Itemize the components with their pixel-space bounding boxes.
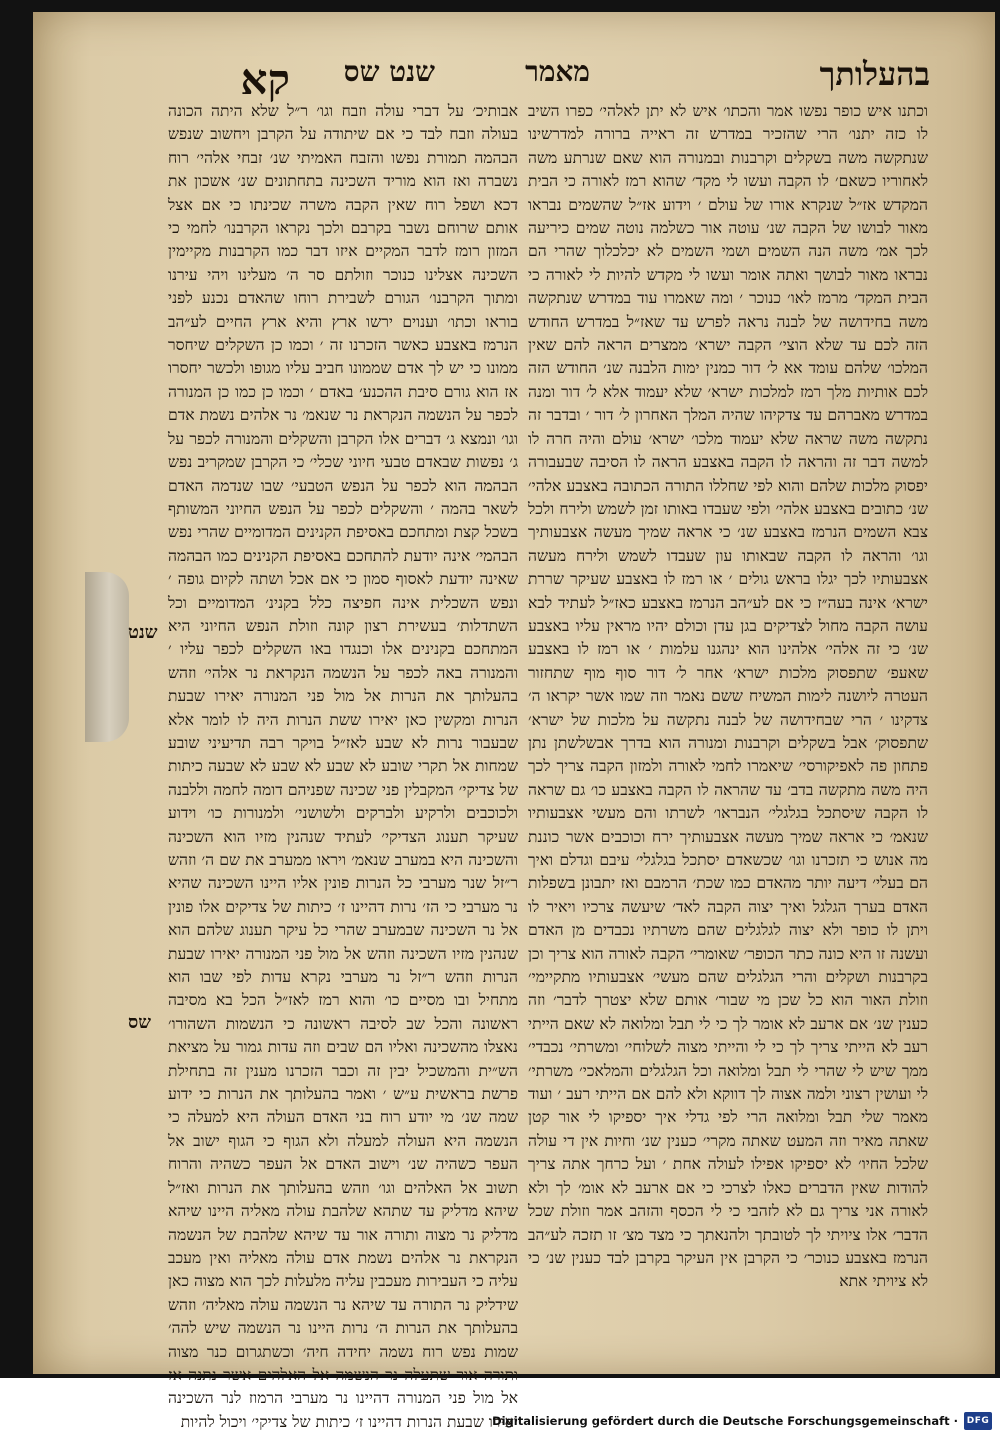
footer-bar	[0, 1410, 1000, 1434]
funding-note: Digitalisierung gefördert durch die Deutsche Forschungsgemeinschaft ·	[492, 1414, 958, 1428]
text-column-right	[528, 100, 928, 1310]
dfg-logo: DFG	[964, 1412, 992, 1430]
margin-note-1: שנט	[128, 622, 158, 643]
binding-strap	[85, 572, 129, 742]
column-left-text: אבותיכ׳ על דברי עולה וזבח וגו׳ ר״ל שלא היתה הכונה בעולה וזבח לבד כי אם שיתודה על הקרבן ויחשוב שנפש הבהמה תמורת נפשו והזבח האמיתי שנ׳ זבחי אלהי׳ רוח נשברה ואז הוא מוריד השכינה בתחתונים שנ׳ אשכון את דכא ושפל רוח שאין הקבה משרה שכינתו כי אם אצל אותם שרוחם נשבר בקרבם ולכך נקראו הקרבנו׳ לחמי כי המזון רומז לדבר המקיים איזו דבר כמו הקרבנות מקיימין השכינה אצלינו כנוכר וזולתם סר ה׳ מעלינו ויהי עירנו ומתוך הקרבנו׳ הגורם לשבירת רוחו שהאדם נכנע לפני בוראו וכתו׳ וענוים ירשו ארץ והיא ארץ החיים לע״הב הנרמז באצבע כאשר הזכרנו זה ׳ וכמו כן השקלים שיחסר ממונו כי יש לך אדם שממונו חביב עליו מגופו ולכשר יחסרו אז הוא גורם סיבת ההכנע׳ באדם ׳ וכמו כן כמו כן המנורה לכפר על הנשמה הנקראת נר שנאמ׳ נר אלהים נשמת אדם וגו׳ ונמצא ג׳ דברים אלו הקרבן והשקלים והמנורה לכפר על ג׳ נפשות שבאדם טבעי חיוני שכלי׳ כי הקרבן שמקריב נפש הבהמה הוא לכפר על הנפש הטבעי׳ שבו שנדמה האדם לשאר בהמה ׳ והשקלים לכפר על הנפש החיוני המשותף בשכל קצת ומתחכם באסיפת הקנינים המדומיים שהרי נפש הבהמי׳ אינה יודעת להתחכם באסיפת הקנינים כמו הבהמה שאינה יודעת לאסוף סמון כי אם אכל ושתה לקיום גופה ׳ ונפש השכלית אינה חפיצה כלל בקנינ׳ המדומיים וכל השתדלות׳ בעשירת רצון קונה וזולת הנפש החיוני היא המתחכם בקנינים אלו וכנגדו באו השקלים לכפר עליו ׳ והמנורה באה לכפר על הנשמה הנקראת נר אלהי׳ וזהש בהעלותך את הנרות אל מול פני המנורה יאירו שבעת הנרות ומקשין כאן יאירו ששת הנרות היה לו לומר אלא שבעבור נרות לא שבע לאז״ל בויקר רבה תדיעיני שובע שמחות אל תקרי שובע לא שבע לא שבע לא שבעה כיתות של צדיקי׳ המקבלין פני שכינה שפניהם דומה לחמה וללבנה ולכוכבים ולרקיע ולברקים ולשושני׳ ולמנורות כו׳ וידוע שעיקר תענוג הצדיקי׳ לעתיד שנהנין מזיו הוא השכינה והשכינה היא במערב שנאמ׳ ויראו ממערב את שם ה׳ וזהש ר״זל שנר מערבי כל הנרות פונין אליו היינו השכינה שהיא נר מערבי כי הז׳ נרות דהיינו ז׳ כיתות של צדיקים אלו פונין אל נר השכינה שבמערב שהרי כל עיקר תענוג שלהם הוא שנהנין מזיו השכינה וזהש אל מול פני המנורה יאירו שבעת הנרות וזהש ר״זל נר מערבי נקרא עדות לפי שבו הוא מתחיל ובו מסיים כו׳ והוא רמז לאז״ל הכל בא מסיבה ראשונה והכל שב לסיבה ראשונה כי הנשמות השהורו׳ נאצלו מהשכינה ואליו הם שבים וזה עדות גמור על מציאת הש״ית והמשכיל יבין זה וכבר הזכרנו מענין זה בתחילת פרשת בראשית ע״ש ׳ ואמר בהעלותך את הנרות כי ידוע שמה שנ׳ מי יודע רוח בני האדם העולה היא למעלה כי הנשמה היא העולה למעלה ולא הגוף כי הגוף ישוב אל העפר כשהיה שנ׳ וישוב האדם אל העפר כשהיה והרוח תשוב אל האלהים וגו׳ וזהש בהעלותך את הנרות ואז״ל שיהא מדליק עד שתהא שלהבת עולה מאליה היינו שיהא מדליק נר מצוה ותורה אור עד שיהא שלהבת של הנשמה הנקראת נר אלהים נשמת אדם עולה מאליה ואין מעכב עליה כי העבירות מעכבין עליה מלעלות לכך הוא מצוה כאן שידליק נר התורה עד שיהא נר הנשמה עולה מאליה׳ וזהש בהעלותך את הנרות ה׳ נרות היינו נר הנשמה שיש להה׳ שמות נפש רוח נשמה יחידה חיה׳ וכשתגרום כנר מצוה ותורה אור שתעלה נר הנשמה אל האלהים אשר נתנה אז אל מול פני המנורה דהיינו נר מערבי הרמוז לנר השכינה יאירו שבעת הנרות דהיינו ז׳ כיתות של צדיקי׳ ויכול להיות	[168, 102, 518, 1431]
folio-number: קא	[240, 55, 290, 104]
running-title-right: בהעלותך	[819, 55, 930, 93]
running-title-mid: מאמר	[525, 55, 590, 88]
running-header	[170, 55, 930, 105]
running-title-left: שנט שס	[343, 55, 435, 88]
text-column-left	[168, 100, 518, 1431]
column-right-text: וכתנו איש כופר נפשו אמר והכתו׳ איש לא יתן לאלהי׳ כפרו השיב לו כזה יתנו׳ הרי שהזכיר במדרש זה ראייה ברורה למדרשינו שנתקשה משה בשקלים וקרבנות ובמנורה הוא שאם שנרתע משה לאחוריו כשאם׳ לו הקבה ועשו לי מקד׳ שהוא רמז לאורה כי הבית המקדש אז״ל שנקרא אורו של עולם ׳ וידוע אז״ל שהשמים נבראו מאור לבושו של הקבה שנ׳ עוטה אור כשלמה נוטה שמים כיריעה לכך אמ׳ משה הנה השמים ושמי השמים לא יכלכלוך שהרי הם נבראו מאור לבושך ואתה אומר ועשו לי מקדש להיות לי לאורה כי הבית המקד׳ מרמז לאו׳ כנוכר ׳ ומה שאמרו עוד במדרש שנתקשה משה בחידושה של לבנה נראה לפרש עד שאז״ל במדרש החודש הזה לכם עד שלא הוצי׳ הקבה ישרא׳ ממצרים הראה להם שאין המלכו׳ שלהם עומד אא ל׳ דור כמנין ימות הלבנה שנ׳ החודש הזה לכם אותיות מלך רמז למלכות ישרא׳ שלא יעמוד אלא ל׳ דור ומנה במדרש מאברהם עד צדקיהו שהיה המלך האחרון ל׳ דור ׳ ובדבר זה נתקשה משה שראה שלא יעמוד מלכו׳ ישרא׳ עולם והיה חרה לו למשה דבר זה והראה לו הקבה באצבע הראה לו הסיבה שבעבורה יפסוק מלכות שלהם והוא לפי שחללו התורה הכתובה באצבע אלהי׳ שנ׳ כתובים באצבע אלהי׳ ולפי שעבדו באותו זמן לשמש ולירח ולכל צבא השמים הנרמז באצבע שנ׳ כי אראה שמיך מעשה אצבעותיך וגו׳ והראה לו הקבה שבאותו עון שעבדו לשמש ולירח מעשה אצבעותיו לכך יגלו בראש גולים ׳ או רמז לו באצבע שעיקר שררת ישרא׳ אינה בעה״ז כי אם לע״הב הנרמז באצבע כאז״ל לעתיד לבא עושה הקבה מחול לצדיקים בגן עדן וכולם יהיו מראין עליו באצבע שנ׳ כי זה אלהי׳ אלהינו הוא ינהגנו עלמות ׳ או רמז לו באצבע שאעפ׳ שתפסוק מלכות ישרא׳ אחר ל׳ דור סוף מוף שתחזור העטרה ליושנה לימות המשיח ששם נאמר וזה שמו אשר יקראו ה׳ צדקינו ׳ הרי שבחידושה של לבנה נתקשה על מלכות של ישרא׳ שתפסוק׳ אבל בשקלים וקרבנות ומנורה הוא בדרך אבשלשתן נתן פתחון פה לאפיקורסי׳ שיאמרו לחמי לאורה ולמזון הקבה צריך לכך היה משה מתקשה בדב׳ עד שהראה לו הקבה באצבע כו׳ גם שראה לו הקבה שיסתכל בגלגלי׳ הנבראו׳ לשרתו והם מעשי אצבעותיו שנאמ׳ כי אראה שמיך מעשה אצבעותיך ירח וכוכבים אשר כוננת מה אנוש כי תזכרנו וגו׳ שכשאדם יסתכל בגלגלי׳ עיבם וגדלם ואיך הם בעלי׳ דיעה יותר מהאדם כמו שכת׳ הרמבם ואז יתבונן בשפלות האדם בערך הגלגל ואיך יצוה הקבה לאד׳ שיעשה צרכיו ויאיר לו ויתן לו כופר ולא יצוה לגלגלים שהם משרתיו נכבדים מן האדם ועשנה זו היא כונה כתר הכופר׳ שאומרי׳ הקבה לאורה הוא צריך וכן בקרבנות ושקלים והרי הגלגלים שהם מעשי׳ אצבעותיו מתקיימי׳ וזולת האור הוא כל שכן מי שבור׳ אותם שלא יצטרך לדבר׳ וזה כענין שנ׳ אם ארעב לא אומר לך כי לי תבל ומלואה לא שאם הייתי רעב לא הייתי צריך לך כי לי והייתי מצוה לשלוחי׳ ומשרתי׳ נכבדי׳ ממך שיש לי שהרי לי תבל ומלואה וכל הגלגלים והמלאכי׳ משרתי׳ לי ועושין רצוני ולמה אצוה לך דווקא ולא להם אם הייתי רעב ׳ ועוד מאמר שלי תבל ומלואה הרי לפי גדלי איך יספיקו לי אור קטן שאתה מאיר וזה המעט שאתה מקרי׳ כענין שנ׳ וחיות אין די עולה שלכל החיו׳ לא יספיקו אפילו לעולה אחת ׳ ועל כרחך אתה צריך להודות שאין הדברים כאלו לצרכי כי אם ארעב לא אומ׳ לך ולא לאורה אני צריך גם לא לזהבי כי לי הכסף והזהב אמר וזולת שכל הדבר׳ אלו ציויתי לך לטובתך ולהנאתך כי מצד מצ׳ זו תזכה לע״הב הנרמז באצבע כנוכר׳ כי הקרבן אין העיקר בקרבן לבד כענין שנ׳ כי לא ציויתי אתא	[528, 102, 928, 1291]
margin-note-2: שס	[128, 1012, 151, 1033]
